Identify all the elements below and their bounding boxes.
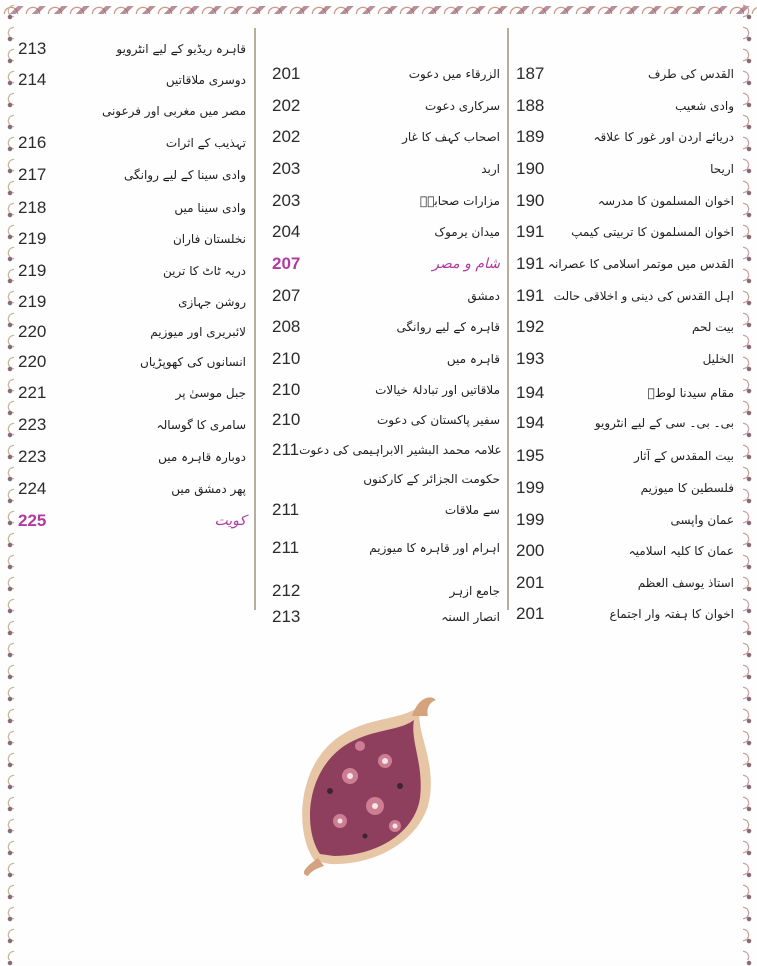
toc-page-number: 210 xyxy=(272,410,301,429)
toc-entry xyxy=(18,65,246,95)
toc-entry-title: تہذیب کے اثرات xyxy=(165,136,246,150)
toc-page-number: 191 xyxy=(516,286,545,305)
toc-page-number: 223 xyxy=(18,415,47,434)
toc-entry-title: اریحا xyxy=(710,162,734,176)
toc-section-heading xyxy=(272,249,500,279)
toc-entry-title: بیت لحم xyxy=(692,320,734,334)
toc-page-number: 221 xyxy=(18,383,47,402)
toc-page-number: 202 xyxy=(272,96,301,115)
toc-page-number: 195 xyxy=(516,446,545,465)
left-scalloped-border xyxy=(0,0,14,960)
toc-entry-title: حکومت الجزائر کے کارکنوں xyxy=(363,472,500,486)
toc-entry-title: قاہرہ ریڈیو کے لیے انٹرویو xyxy=(116,42,246,56)
toc-page-number: 207 xyxy=(272,254,301,273)
toc-entry-title: ملاقاتیں اور تبادلۂ خیالات xyxy=(375,383,500,397)
toc-entry xyxy=(516,59,734,89)
toc-entry-title: اخوان المسلمون کا مدرسہ xyxy=(597,194,734,208)
toc-entry xyxy=(516,505,734,535)
toc-page-number: 218 xyxy=(18,198,47,217)
toc-page-number: 194 xyxy=(516,413,545,432)
paisley-floral-medallion-icon xyxy=(290,686,440,876)
toc-entry-title: اخوان کا ہفتہ وار اجتماع xyxy=(609,607,734,621)
toc-page-number: 216 xyxy=(18,133,47,152)
toc-entry xyxy=(272,91,500,121)
toc-entry xyxy=(18,317,246,347)
toc-entry-title: پھر دمشق میں xyxy=(171,482,246,496)
toc-entry-title: القدس میں موتمر اسلامی کا عصرانہ xyxy=(547,257,734,271)
toc-page-number: 199 xyxy=(516,478,545,497)
toc-entry-title: وادی سینا میں xyxy=(174,201,246,215)
toc-page-number: 190 xyxy=(516,159,545,178)
toc-entry-title: شام و مصر xyxy=(432,256,500,272)
toc-entry xyxy=(18,128,246,158)
toc-entry-title: مزارات صحابہؓ xyxy=(420,194,500,208)
toc-entry xyxy=(272,154,500,184)
toc-page-number: 207 xyxy=(272,286,301,305)
toc-page-number: 220 xyxy=(18,322,47,341)
toc-entry-title: فلسطین کا میوزیم xyxy=(640,481,734,495)
toc-entry xyxy=(272,217,500,247)
toc-page-number: 214 xyxy=(18,70,47,89)
toc-entry xyxy=(516,91,734,121)
toc-entry xyxy=(18,474,246,504)
toc-entry xyxy=(516,536,734,566)
toc-entry-title: اہرام اور قاہرہ کا میوزیم xyxy=(369,541,500,555)
toc-page-number: 211 xyxy=(272,440,300,459)
toc-entry-title: جامع ازہر xyxy=(449,584,500,598)
toc-entry-title: سے ملاقات xyxy=(444,503,500,517)
toc-entry-title: وادی سینا کے لیے روانگی xyxy=(123,168,246,182)
toc-entry xyxy=(18,256,246,286)
toc-entry xyxy=(272,375,500,405)
right-scalloped-border xyxy=(743,0,757,960)
toc-entry-title: مصر میں مغربی اور فرعونی xyxy=(101,104,246,118)
column-divider-right xyxy=(507,28,509,610)
toc-entry-title: دریائے اردن اور غور کا علاقہ xyxy=(593,130,734,144)
toc-entry xyxy=(18,442,246,472)
toc-entry xyxy=(516,122,734,152)
toc-entry-title: انصار السنہ xyxy=(441,610,500,624)
toc-entry xyxy=(18,410,246,440)
toc-page-number: 223 xyxy=(18,447,47,466)
toc-entry xyxy=(516,312,734,342)
toc-entry-title: کویت xyxy=(214,513,246,529)
toc-page-number: 204 xyxy=(272,222,301,241)
toc-entry-title: روشن جہازی xyxy=(178,295,246,309)
toc-entry xyxy=(18,287,246,317)
toc-entry-title: اصحاب کہف کا غار xyxy=(402,130,500,144)
toc-page-number: 189 xyxy=(516,127,545,146)
toc-entry-title: وادی شعیب xyxy=(675,99,734,113)
toc-entry xyxy=(18,224,246,254)
toc-entry xyxy=(516,249,734,279)
toc-entry-title: اربد xyxy=(481,162,500,176)
toc-page-number: 191 xyxy=(516,254,545,273)
toc-entry-title: القدس کی طرف xyxy=(648,67,734,81)
toc-page-number: 188 xyxy=(516,96,545,115)
toc-entry xyxy=(516,473,734,503)
toc-entry xyxy=(516,568,734,598)
toc-page-number: 210 xyxy=(272,349,301,368)
toc-entry-title: قاہرہ میں xyxy=(446,352,500,366)
toc-page-number: 210 xyxy=(272,380,301,399)
toc-entry-title: اخوان المسلمون کا تربیتی کیمپ xyxy=(571,225,734,239)
toc-entry-title: اہل القدس کی دینی و اخلاقی حالت xyxy=(553,289,734,303)
toc-entry xyxy=(272,495,500,525)
toc-entry xyxy=(516,378,734,408)
toc-entry xyxy=(516,441,734,471)
toc-entry-title: نخلستان فاران xyxy=(172,232,246,246)
toc-entry xyxy=(516,217,734,247)
toc-page-number: 217 xyxy=(18,165,47,184)
toc-entry xyxy=(18,34,246,64)
toc-page-number: 202 xyxy=(272,127,301,146)
toc-entry-title: سفیر پاکستان کی دعوت xyxy=(376,413,500,427)
toc-page-number: 211 xyxy=(272,500,300,519)
toc-page-number: 187 xyxy=(516,64,545,83)
toc-entry-title: عمان واپسی xyxy=(670,513,734,527)
toc-entry xyxy=(516,186,734,216)
toc-entry-title: دمشق xyxy=(467,289,500,303)
toc-page-number: 225 xyxy=(18,511,47,530)
toc-entry xyxy=(272,464,500,494)
toc-entry-title: استاذ یوسف العظم xyxy=(637,576,734,590)
toc-entry xyxy=(272,405,500,435)
toc-entry-title: الزرقاء میں دعوت xyxy=(408,67,500,81)
toc-entry xyxy=(18,160,246,190)
toc-section-heading xyxy=(18,506,246,536)
toc-page-number: 190 xyxy=(516,191,545,210)
toc-entry-title: میدان یرموک xyxy=(434,225,500,239)
toc-entry xyxy=(272,59,500,89)
toc-entry xyxy=(272,435,500,465)
toc-entry xyxy=(272,312,500,342)
toc-entry xyxy=(18,96,246,126)
toc-entry xyxy=(18,347,246,377)
toc-entry-title: مقام سیدنا لوطؑ xyxy=(647,386,734,400)
toc-entry xyxy=(516,344,734,374)
toc-entry xyxy=(516,281,734,311)
toc-page-number: 201 xyxy=(516,573,545,592)
toc-entry xyxy=(516,154,734,184)
toc-page-number: 213 xyxy=(272,607,301,626)
toc-page-number: 212 xyxy=(272,581,301,600)
toc-page-number: 224 xyxy=(18,479,47,498)
toc-entry xyxy=(272,602,500,632)
toc-entry-title: بی۔ بی۔ سی کے لیے انٹرویو xyxy=(594,416,734,430)
toc-page-number: 219 xyxy=(18,261,47,280)
toc-entry xyxy=(272,186,500,216)
toc-entry xyxy=(272,281,500,311)
toc-entry-title: عمان کا کلیہ اسلامیہ xyxy=(628,544,734,558)
toc-page-number: 219 xyxy=(18,292,47,311)
toc-page-number: 193 xyxy=(516,349,545,368)
toc-page-number: 220 xyxy=(18,352,47,371)
column-divider-left xyxy=(254,28,256,610)
toc-page-number: 203 xyxy=(272,191,301,210)
toc-entry-title: الخلیل xyxy=(702,352,734,366)
toc-entry-title: لائبریری اور میوزیم xyxy=(150,325,246,339)
toc-page-number: 199 xyxy=(516,510,545,529)
toc-entry-title: سامری کا گوسالہ xyxy=(156,418,246,432)
toc-entry-title: دوسری ملاقاتیں xyxy=(165,73,246,87)
toc-entry xyxy=(18,378,246,408)
toc-entry xyxy=(516,599,734,629)
toc-entry-title: انسانوں کی کھوپڑیاں xyxy=(140,355,246,369)
toc-page-number: 219 xyxy=(18,229,47,248)
toc-entry-title: دریہ ٹاٹ کا ترین xyxy=(162,264,246,278)
toc-entry-title: قاہرہ کے لیے روانگی xyxy=(396,320,500,334)
toc-entry-title: دوبارہ قاہرہ میں xyxy=(158,450,246,464)
toc-entry-title: سرکاری دعوت xyxy=(424,99,500,113)
toc-entry xyxy=(18,193,246,223)
toc-page-number: 213 xyxy=(18,39,47,58)
toc-page-number: 201 xyxy=(272,64,301,83)
toc-page-number: 191 xyxy=(516,222,545,241)
top-scalloped-border xyxy=(0,0,757,14)
toc-entry-title: بیت المقدس کے آثار xyxy=(633,449,734,463)
toc-entry xyxy=(516,408,734,438)
toc-page-number: 208 xyxy=(272,317,301,336)
toc-entry xyxy=(272,122,500,152)
toc-page-number: 203 xyxy=(272,159,301,178)
toc-entry-title: جبل موسیٰ پر xyxy=(175,386,246,400)
toc-page-number: 211 xyxy=(272,538,300,557)
toc-entry-title: علامہ محمد البشیر الابراہیمی کی دعوت xyxy=(299,443,502,457)
toc-page-number: 194 xyxy=(516,383,545,402)
toc-page-number: 200 xyxy=(516,541,545,560)
toc-entry xyxy=(272,533,500,563)
toc-page-number: 192 xyxy=(516,317,545,336)
toc-page-number: 201 xyxy=(516,604,545,623)
toc-entry xyxy=(272,344,500,374)
